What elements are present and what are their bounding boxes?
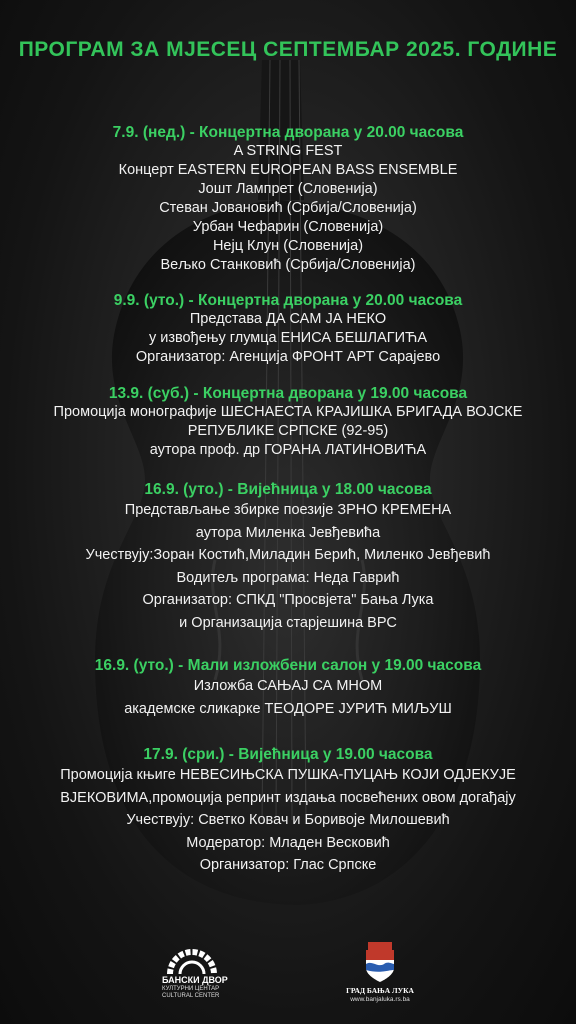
event-line: Јошт Лампрет (Словенија) <box>198 181 378 197</box>
event-line: Изложба САЊАЈ СА МНОМ <box>193 678 383 694</box>
event-2 <box>0 291 576 367</box>
event-line: Представа ДА САМ ЈА НЕКО <box>189 311 387 327</box>
logo-name: БАНСКИ ДВОР <box>162 975 228 985</box>
coat-of-arms-icon <box>360 940 400 984</box>
page-title: ПРОГРАМ ЗА МЈЕСЕЦ СЕПТЕМБАР 2025. ГОДИНЕ <box>18 38 558 61</box>
event-5 <box>0 656 576 720</box>
event-line: Организатор: СПКД "Просвјета" Бања Лука <box>142 592 434 608</box>
event-line: Промоција монографије ШЕСНАЕСТА КРАЈИШКА БРИГАДА ВОЈСКЕ <box>53 404 523 420</box>
event-heading: 13.9. (суб.) - Концертна дворана у 19.00 часова <box>108 385 468 402</box>
event-1 <box>0 123 576 275</box>
event-line: аутора Миленка Јевђевића <box>195 524 381 541</box>
event-line: Водитељ програма: Неда Гаврић <box>176 569 400 586</box>
banski-dvor-logo <box>162 942 232 1002</box>
footer-logos <box>0 940 576 1020</box>
event-line: Учествују:Зоран Костић,Миладин Берић, Миленко Јевђевић <box>85 547 491 563</box>
logo-subtitle: КУЛТУРНИ ЦЕНТАР <box>162 986 220 992</box>
banja-luka-logo <box>330 940 430 1006</box>
event-line: у извођењу глумца ЕНИСА БЕШЛАГИЋА <box>148 330 428 346</box>
event-line: Представљање збирке поезије ЗРНО КРЕМЕНА <box>124 502 452 518</box>
logo-url: www.banjaluka.rs.ba <box>350 996 410 1003</box>
event-3 <box>0 384 576 460</box>
event-line: Учествују: Светко Ковач и Боривоје Милошевић <box>126 812 450 828</box>
event-line: Организатор: Агенција ФРОНТ АРТ Сарајево <box>135 349 441 365</box>
event-heading: 16.9. (уто.) - Мали изложбени салон у 19.00 часова <box>94 657 482 674</box>
event-heading: 16.9. (уто.) - Вијећница у 18.00 часова <box>144 481 432 498</box>
event-6 <box>0 745 576 877</box>
logo-subtitle: CULTURAL CENTER <box>162 993 220 999</box>
event-line: A STRING FEST <box>233 143 343 159</box>
event-line: Модератор: Младен Весковић <box>186 834 390 851</box>
event-line: Концерт EASTERN EUROPEAN BASS ENSEMBLE <box>118 162 458 178</box>
arch-icon <box>162 942 222 976</box>
event-line: ВЈЕКОВИМА,промоција репринт издања посвећених овом догађају <box>60 789 516 806</box>
event-line: Нејц Клун (Словенија) <box>212 238 364 254</box>
event-line: и Организација старјешина ВРС <box>179 614 397 631</box>
event-line: Вељко Станковић (Србија/Словенија) <box>160 257 416 273</box>
event-heading: 9.9. (уто.) - Концертна дворана у 20.00 часова <box>113 292 463 309</box>
event-4 <box>0 480 576 634</box>
event-heading: 17.9. (сри.) - Вијећница у 19.00 часова <box>143 746 433 763</box>
event-line: академске сликарке ТЕОДОРЕ ЈУРИЋ МИЉУШ <box>124 700 452 717</box>
event-line: Промоција књиге НЕВЕСИЊСКА ПУШКА-ПУЦАЊ КОЈИ ОДЈЕКУЈЕ <box>60 767 516 783</box>
logo-name: ГРАД БАЊА ЛУКА <box>346 986 414 995</box>
event-line: Организатор: Глас Српске <box>199 857 377 873</box>
event-line: РЕПУБЛИКЕ СРПСКЕ (92-95) <box>187 423 389 439</box>
event-heading: 7.9. (нед.) - Концертна дворана у 20.00 часова <box>112 124 464 141</box>
event-line: аутора проф. др ГОРАНА ЛАТИНОВИЋА <box>149 442 427 458</box>
event-line: Урбан Чефарин (Словенија) <box>192 219 384 235</box>
event-line: Стеван Јовановић (Србија/Словенија) <box>159 200 417 216</box>
